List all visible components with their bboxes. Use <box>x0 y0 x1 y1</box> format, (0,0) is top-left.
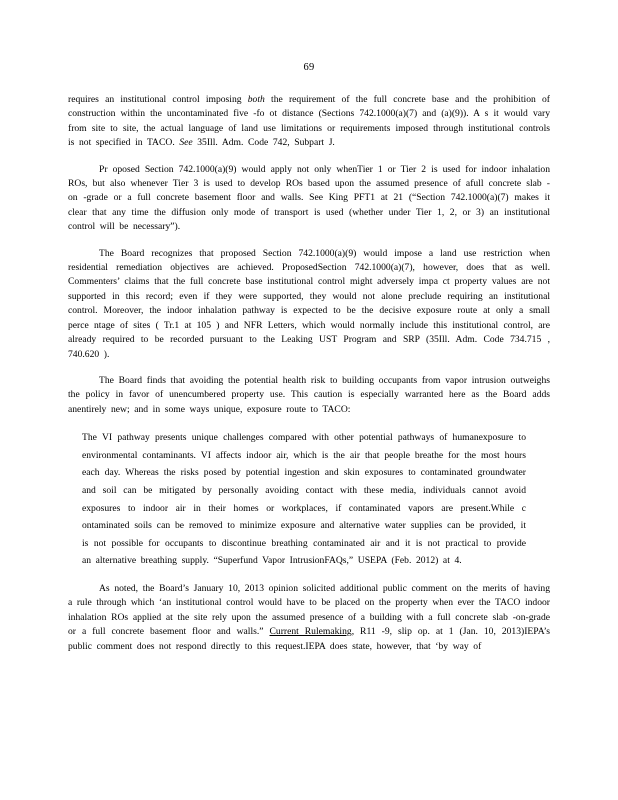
paragraph-1-mid: the requirement of the full concrete base and the prohibition of construction within the uncontaminated five -fo ot distance (Sections 742.1000(a)(7) and (a)(9)). A s it would vary from site to site, the actual language of land use limitations or requirements imposed through institutional controls is not specified in TACO. <box>68 94 551 149</box>
paragraph-5-tail: , R11 -9, slip op. at 1 (Jan. 10, 2013)IEPA’s public comment does not respond directly to this request.IEPA does state, however, that ‘by way of <box>68 626 550 652</box>
paragraph-3: The Board recognizes that proposed Section 742.1000(a)(9) would impose a land use restriction when residential remediation objectives are achieved. ProposedSection 742.1000(a)(7), however, does that as well. Commenters’ claims that the full concrete base institutional control might adversely impa ct property values are not supported in this record; even if they were supported, they would not alone preclude requiring an institutional control. Moreover, the indoor inhalation pathway is expected to be the decisive exposure route at only a small perce ntage of sites ( Tr.1 at 105 ) and NFR Letters, which would normally include this institutional control, are already required to be recorded pursuant to the Leaking UST Program and SRP (35Ill. Adm. Code 734.715 , 740.620 ). <box>68 247 550 360</box>
paragraph-1-italic-see: See <box>179 137 193 149</box>
document-body <box>68 93 550 666</box>
paragraph-5-lead: As noted, the Board’s January 10, 2013 opinion solicited additional public comment on the merits of having a rule through which ‘an institutional control would have to be placed on the property when ever the TACO indoor inhalation ROs applied at the site rely upon the assumed presence of a building with a full concrete slab -on-grade or a full concrete basement floor and walls.” <box>68 582 550 638</box>
block-quotation-text: The VI pathway presents unique challenges compared with other potential pathways of humanexposure to environmental contaminants. VI affects indoor air, which is the air that people breathe for the most hours each day. Whereas the risks posed by potential ingestion and skin exposures to contaminated groundwater and soil can be mitigated by personally avoiding contact with these media, individuals cannot avoid exposures to indoor air in their homes or workplaces, if contaminated vapors are present.While c ontaminated soils can be removed to minimize exposure and alternative water supplies can be provided, it is not possible for occupants to discontinue breathing contaminated air and it is not practical to provide an alternative breathing supply. “Superfund Vapor IntrusionFAQs,” USEPA (Feb. 2012) at 4. <box>82 432 526 567</box>
paragraph-1 <box>68 93 550 151</box>
paragraph-2: Pr oposed Section 742.1000(a)(9) would apply not only whenTier 1 or Tier 2 is used for indoor inhalation ROs, but also whenever Tier 3 is used to develop ROs based upon the assumed presence of afull concrete slab - on -grade or a full concrete basement floor and walls. See King PFT1 at 21 (“Section 742.1000(a)(7) makes it clear that any time the diffusion only mode of transport is used (whether under Tier 1, 2, or 3) an institutional control will be necessary”). <box>68 163 550 233</box>
paragraph-1-tail: 35Ill. Adm. Code 742, Subpart J. <box>192 137 335 149</box>
paragraph-5-underlined-citation: Current Rulemaking <box>269 626 352 638</box>
paragraph-1-lead: requires an institutional control imposing <box>68 94 248 105</box>
paragraph-5 <box>68 582 550 654</box>
block-quotation <box>68 429 550 570</box>
paragraph-4: The Board finds that avoiding the potential health risk to building occupants from vapor intrusion outweighs the policy in favor of unencumbered property use. This caution is especially warranted here as the Board adds anentirely new; and in some ways unique, exposure route to TACO: <box>68 374 550 415</box>
paragraph-1-italic-both: both <box>247 94 265 105</box>
page-number: 69 <box>303 62 315 73</box>
